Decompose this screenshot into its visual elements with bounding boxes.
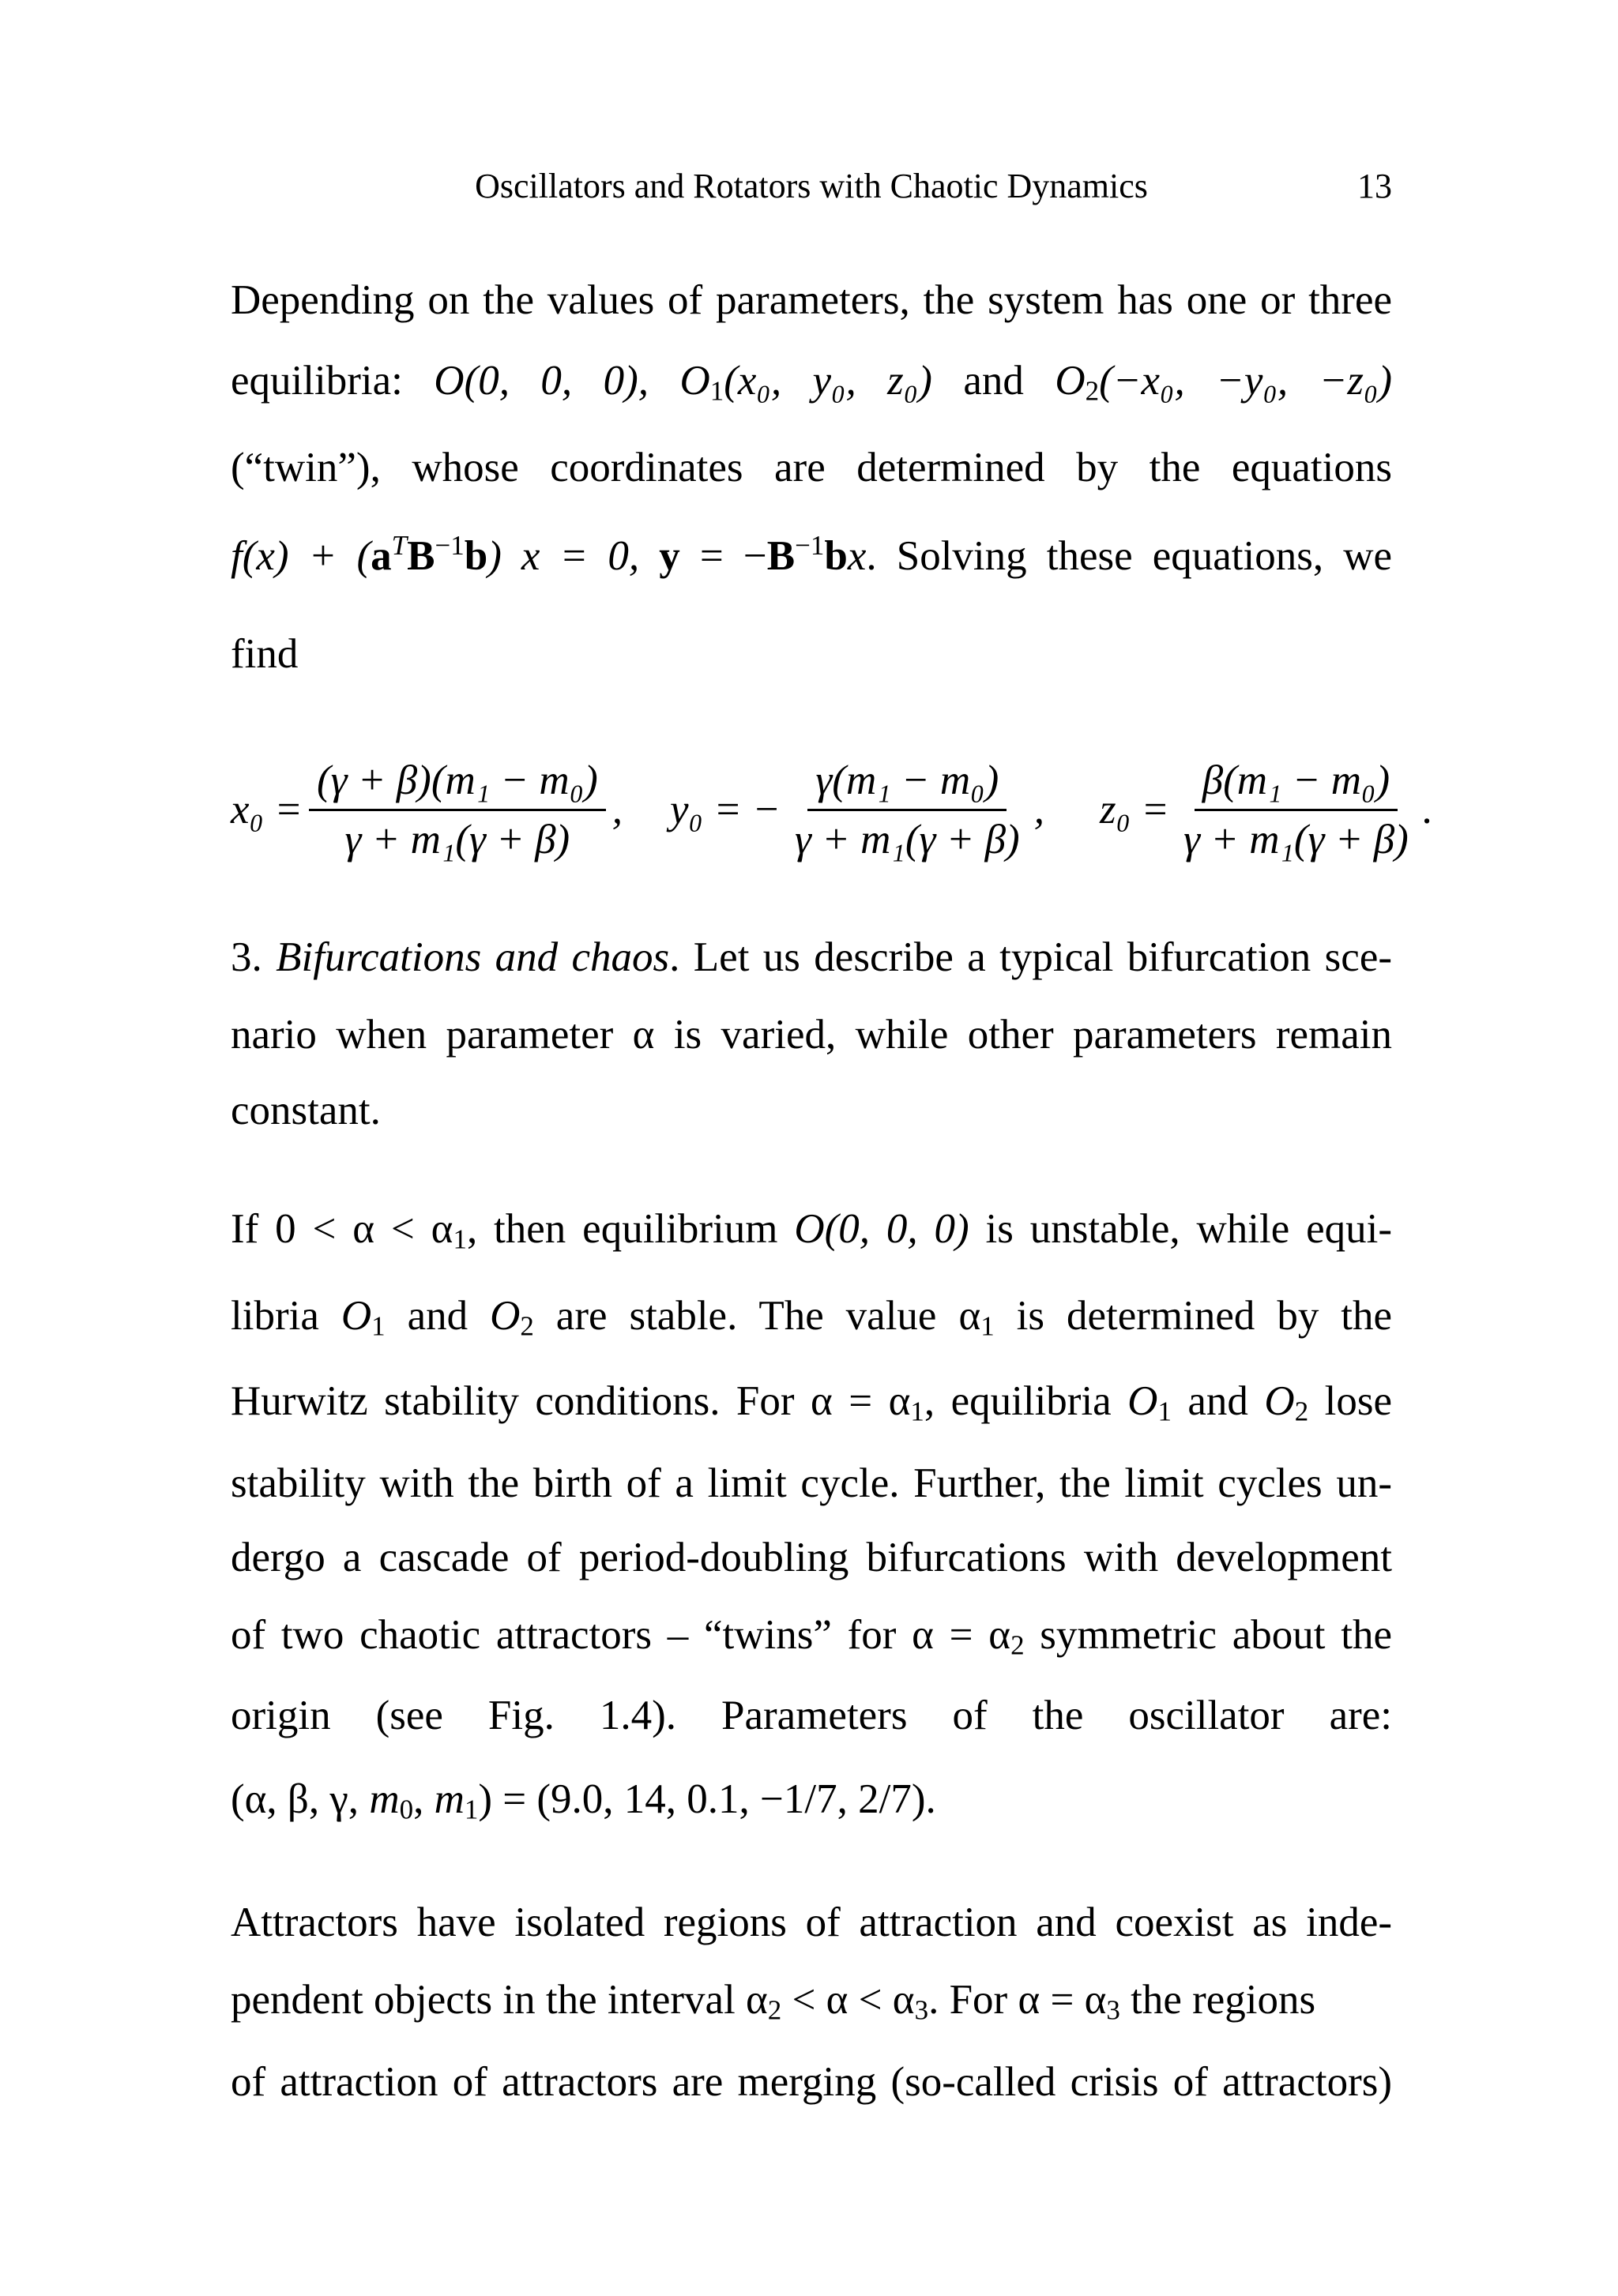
- equation-y0: y₀ = − $\frac{\text{γ(m₁ − m₀)}}{\text{γ + m₁(γ + β)}}$ ,: [670, 757, 1044, 862]
- text-span: symmetric about the: [1040, 1612, 1392, 1658]
- parameter-values: (α, β, γ, $m_0$, $m_1) = (9.0$, 14, 0.1, −1/7, 2/7).: [231, 1776, 936, 1825]
- text-line: [231, 1458, 1392, 1509]
- text-span: dergo a cascade of period-doubling bifurcations with development: [231, 1535, 1392, 1580]
- equilibrium-o1: $O_1$: [341, 1293, 386, 1342]
- text-span: If $0 < \alpha < \alpha_1$, then equilibrium: [231, 1206, 778, 1255]
- text-line: [231, 1085, 1392, 1136]
- equilibrium-equation-1: $f(x) + (a^TB^{-1}b) x = 0$,: [231, 529, 640, 579]
- text-span: and: [963, 358, 1024, 404]
- equilibrium-o1: $O_1(x_0$, y₀, z₀): [679, 358, 932, 407]
- text-line: [231, 355, 1392, 406]
- running-title: Oscillators and Rotators with Chaotic Dynamics: [475, 167, 1148, 205]
- text-line: [231, 932, 1392, 983]
- text-line: [231, 275, 1392, 325]
- text-span: of two chaotic attractors – “twins” for $\alpha = \alpha_2$: [231, 1612, 1025, 1661]
- text-line: Hurwitz stability conditions. For $\alpha = \alpha_1$, equilibria $O_1$ and $O_2$ lose: [231, 1378, 1393, 1427]
- text-span: is unstable, while equi-: [985, 1206, 1393, 1252]
- text-line: [231, 2057, 1392, 2107]
- equilibrium-o2: $O_2$: [1264, 1378, 1309, 1427]
- equilibrium-o1: $O_1$: [1127, 1378, 1172, 1427]
- text-span: nario when parameter α is varied, while other parameters remain: [231, 1012, 1392, 1058]
- text-line: [231, 1610, 1392, 1660]
- text-span: stability with the birth of a limit cycle. Further, the limit cycles un-: [231, 1460, 1392, 1506]
- equilibrium-equation-2: $y = -B^{-1}bx$. Solving these equations, we: [659, 529, 1393, 579]
- text-line: [231, 629, 1392, 679]
- text-line: [231, 442, 1392, 493]
- equation-x0: x₀ = $\frac{\text{(γ + β)(m₁ − m₀)}}{\text{γ + m₁(γ + β)}}$ ,: [231, 757, 623, 862]
- page-header: [231, 164, 1392, 212]
- equilibrium-coordinates: [231, 742, 1434, 877]
- text-span: of attraction of attractors are merging (so-called crisis of attractors): [231, 2059, 1392, 2105]
- alpha-1: $\alpha_1$: [958, 1293, 995, 1342]
- text-line: [231, 1897, 1392, 1948]
- text-span: Depending on the values of parameters, the system has one or three: [231, 277, 1392, 323]
- equilibrium-o2: $O_2$: [490, 1293, 534, 1342]
- text-line: [231, 1532, 1392, 1583]
- text-line: libria $O_1$ and $O_2$ are stable. The value $\alpha_1$ is determined by the: [231, 1293, 1393, 1342]
- equilibrium-o: O(0, 0, 0): [794, 1206, 969, 1252]
- text-span: constant.: [231, 1088, 381, 1133]
- equilibrium-o: O(0, 0, 0),: [434, 358, 649, 404]
- text-span: find: [231, 631, 299, 677]
- section-heading: 3. Bifurcations and chaos. Let us describe a typical bifurcation sce-: [231, 934, 1393, 980]
- text-line: [231, 1204, 1392, 1254]
- page-number: 13: [1357, 167, 1392, 205]
- text-span: (“twin”), whose coordinates are determined by the equations: [231, 445, 1392, 490]
- text-span: Attractors have isolated regions of attraction and coexist as inde-: [231, 1900, 1392, 1945]
- text-line: [231, 531, 1392, 581]
- text-span: Hurwitz stability conditions. For $\alpha = \alpha_1$, equilibria: [231, 1378, 1112, 1427]
- text-span: equilibria:: [231, 358, 403, 404]
- text-span: origin (see Fig. 1.4). Parameters of the oscillator are:: [231, 1693, 1392, 1738]
- text-line: pendent objects in the interval $\alpha_2 < \alpha < \alpha_3$. For $\alpha = \alpha_3$ the regions: [231, 1977, 1316, 2026]
- text-line: [231, 1690, 1392, 1741]
- equation-z0: z₀ = $\frac{\text{β(m₁ − m₀)}}{\text{γ + m₁(γ + β)}}$ .: [1100, 757, 1434, 862]
- equilibrium-o2: $O_2(-x_0$, −y₀, −z₀): [1055, 358, 1393, 407]
- text-line: [231, 1009, 1392, 1060]
